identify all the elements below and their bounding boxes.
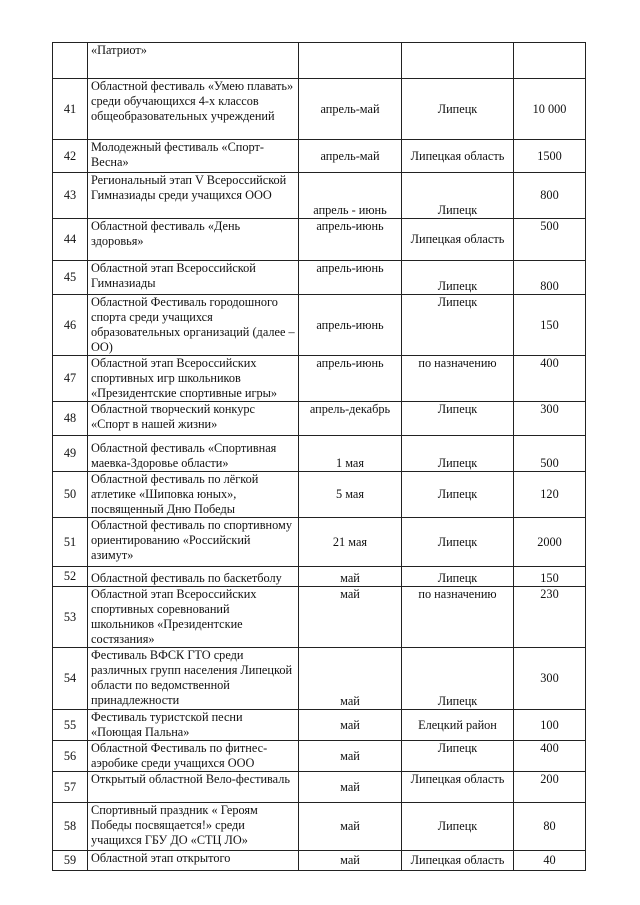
event-dates: 21 мая (299, 518, 402, 567)
participant-count: 500 (514, 436, 586, 472)
row-number: 43 (53, 173, 88, 219)
event-name: Спортивный праздник « Героям Победы посвящается!» среди учащихся ГБУ ДО «СТЦ ЛО» (88, 803, 299, 851)
event-dates: апрель-май (299, 79, 402, 140)
event-name: Областной фестиваль «День здоровья» (88, 219, 299, 261)
row-number: 55 (53, 710, 88, 741)
event-location: Липецк (402, 648, 514, 710)
event-name: Областной фестиваль «Умею плавать» среди обучающихся 4-х классов общеобразовательных учреждений (88, 79, 299, 140)
table-row (53, 140, 586, 173)
event-location: Липецк (402, 173, 514, 219)
table-row (53, 567, 586, 587)
event-location: Липецк (402, 472, 514, 518)
table-row (53, 79, 586, 140)
event-location: по назначению (402, 587, 514, 648)
event-location: Липецк (402, 295, 514, 356)
event-location: по назначению (402, 356, 514, 402)
event-name: Областной Фестиваль по фитнес-аэробике среди учащихся ООО (88, 741, 299, 772)
event-location: Липецк (402, 402, 514, 436)
participant-count: 2000 (514, 518, 586, 567)
table-row (53, 741, 586, 772)
row-number: 44 (53, 219, 88, 261)
table-row (53, 219, 586, 261)
event-name: Областной фестиваль по спортивному ориентированию «Российский азимут» (88, 518, 299, 567)
event-location: Липецкая область (402, 219, 514, 261)
event-location: Липецкая область (402, 140, 514, 173)
row-number: 41 (53, 79, 88, 140)
row-number: 47 (53, 356, 88, 402)
event-dates (299, 43, 402, 79)
event-location: Липецк (402, 518, 514, 567)
event-dates: 1 мая (299, 436, 402, 472)
event-location: Елецкий район (402, 710, 514, 741)
event-name: Фестиваль туристской песни «Поющая Пальна» (88, 710, 299, 741)
table-row (53, 436, 586, 472)
row-number: 49 (53, 436, 88, 472)
event-location (402, 43, 514, 79)
participant-count: 80 (514, 803, 586, 851)
participant-count: 800 (514, 261, 586, 295)
event-dates: май (299, 772, 402, 803)
participant-count: 300 (514, 648, 586, 710)
row-number: 48 (53, 402, 88, 436)
event-location: Липецкая область (402, 772, 514, 803)
event-name: Фестиваль ВФСК ГТО среди различных групп населения Липецкой области по ведомственной принадлежности (88, 648, 299, 710)
event-name: Областной этап Всероссийских спортивных соревнований школьников «Президентские состязания» (88, 587, 299, 648)
event-dates: май (299, 803, 402, 851)
event-location: Липецк (402, 79, 514, 140)
event-name: Областной творческий конкурс «Спорт в нашей жизни» (88, 402, 299, 436)
row-number: 59 (53, 851, 88, 871)
event-name: Региональный этап V Всероссийской Гимназиады среди учащихся ООО (88, 173, 299, 219)
row-number: 42 (53, 140, 88, 173)
row-number: 58 (53, 803, 88, 851)
row-number: 46 (53, 295, 88, 356)
event-name: Областной фестиваль по баскетболу (88, 567, 299, 587)
table-row (53, 587, 586, 648)
event-name: Открытый областной Вело-фестиваль (88, 772, 299, 803)
table-row (53, 472, 586, 518)
event-dates: апрель-декабрь (299, 402, 402, 436)
table-row (53, 851, 586, 871)
event-location: Липецк (402, 436, 514, 472)
events-table (52, 42, 586, 871)
event-name: Областной фестиваль «Спортивная маевка-Здоровье области» (88, 436, 299, 472)
participant-count: 40 (514, 851, 586, 871)
event-name: «Патриот» (88, 43, 299, 79)
event-name: Областной фестиваль по лёгкой атлетике «Шиповка юных», посвященный Дню Победы (88, 472, 299, 518)
event-dates: май (299, 710, 402, 741)
participant-count: 500 (514, 219, 586, 261)
event-dates: апрель-июнь (299, 356, 402, 402)
row-number: 57 (53, 772, 88, 803)
table-row (53, 518, 586, 567)
participant-count: 120 (514, 472, 586, 518)
event-dates: апрель-июнь (299, 295, 402, 356)
participant-count: 100 (514, 710, 586, 741)
row-number: 53 (53, 587, 88, 648)
event-location: Липецкая область (402, 851, 514, 871)
participant-count: 1500 (514, 140, 586, 173)
row-number: 50 (53, 472, 88, 518)
event-location: Липецк (402, 741, 514, 772)
participant-count: 150 (514, 295, 586, 356)
event-dates: апрель - июнь (299, 173, 402, 219)
event-name: Областной этап Всероссийских спортивных игр школьников «Президентские спортивные игры» (88, 356, 299, 402)
participant-count: 10 000 (514, 79, 586, 140)
table-row (53, 803, 586, 851)
participant-count: 200 (514, 772, 586, 803)
table-row (53, 295, 586, 356)
row-number: 54 (53, 648, 88, 710)
table-row (53, 402, 586, 436)
table-row (53, 173, 586, 219)
participant-count: 300 (514, 402, 586, 436)
row-number: 45 (53, 261, 88, 295)
participant-count: 230 (514, 587, 586, 648)
row-number: 52 (53, 567, 88, 587)
event-location: Липецк (402, 261, 514, 295)
participant-count: 400 (514, 741, 586, 772)
event-dates: апрель-июнь (299, 219, 402, 261)
table-row (53, 261, 586, 295)
table-row (53, 43, 586, 79)
row-number: 56 (53, 741, 88, 772)
event-dates: апрель-май (299, 140, 402, 173)
table-row (53, 356, 586, 402)
row-number: 51 (53, 518, 88, 567)
event-location: Липецк (402, 567, 514, 587)
event-dates: май (299, 567, 402, 587)
table-row (53, 772, 586, 803)
event-name: Молодежный фестиваль «Спорт-Весна» (88, 140, 299, 173)
event-name: Областной этап открытого (88, 851, 299, 871)
event-dates: май (299, 587, 402, 648)
event-dates: апрель-июнь (299, 261, 402, 295)
participant-count: 400 (514, 356, 586, 402)
table-row (53, 648, 586, 710)
table-row (53, 710, 586, 741)
event-dates: май (299, 648, 402, 710)
event-name: Областной этап Всероссийской Гимназиады (88, 261, 299, 295)
event-name: Областной Фестиваль городошного спорта среди учащихся образовательных организаций (далее – ОО) (88, 295, 299, 356)
participant-count: 800 (514, 173, 586, 219)
event-dates: 5 мая (299, 472, 402, 518)
row-number (53, 43, 88, 79)
participant-count: 150 (514, 567, 586, 587)
participant-count (514, 43, 586, 79)
event-dates: май (299, 851, 402, 871)
event-location: Липецк (402, 803, 514, 851)
event-dates: май (299, 741, 402, 772)
